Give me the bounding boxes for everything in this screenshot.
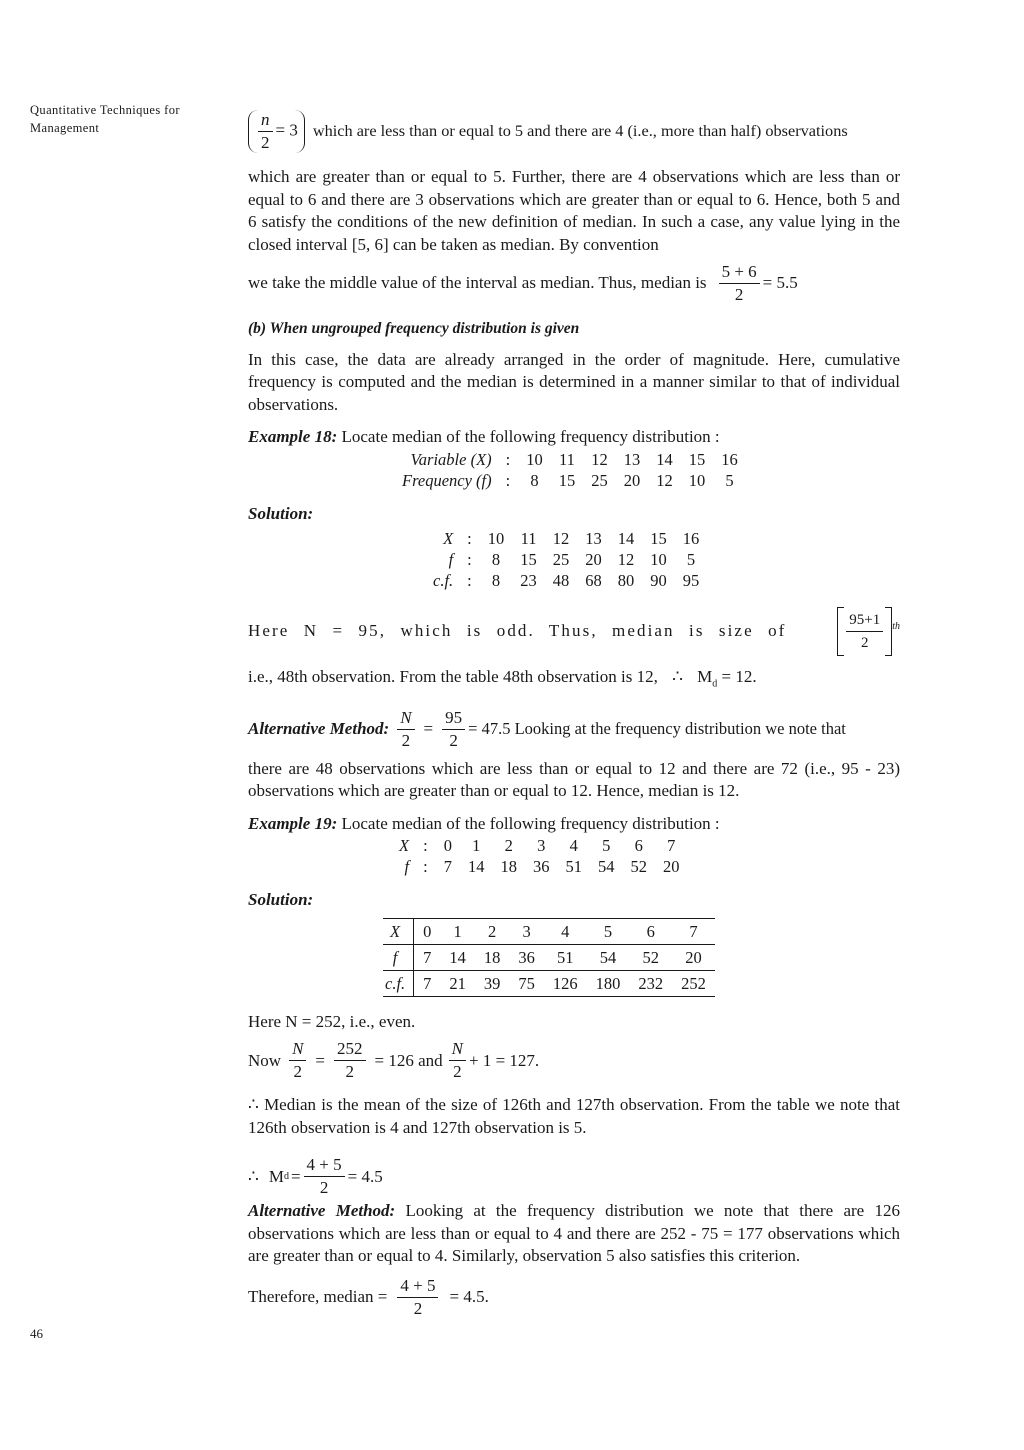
cell: 252 (681, 973, 706, 993)
example-19 (248, 813, 900, 836)
cell: 25 (591, 470, 608, 490)
md-value: = 12. (721, 667, 757, 686)
bracket-expression (837, 607, 900, 656)
fraction-4-plus-5 (304, 1155, 345, 1198)
here-n-95-line (248, 607, 900, 656)
cell: 51 (565, 857, 582, 877)
table-row (391, 835, 687, 856)
cell: 5 (686, 550, 696, 569)
final-text: Therefore, median = (248, 1287, 388, 1307)
cell: 12 (656, 470, 673, 490)
here-n-text: Here N = 95, which is odd. Thus, median is size of (248, 621, 787, 641)
superscript-th: th (892, 620, 900, 632)
cell: 232 (638, 973, 664, 993)
fraction-den: 2 (261, 132, 270, 152)
alt-method-label: Alternative Method: (248, 719, 390, 739)
fraction-num: 5 + 6 (719, 262, 760, 284)
table-row (425, 549, 707, 570)
cell: 7 (423, 973, 432, 993)
table-row (383, 918, 715, 944)
fraction-den: 2 (345, 1062, 354, 1082)
cell: 20 (585, 550, 602, 569)
cell: 7 (689, 921, 698, 941)
cell: 90 (650, 571, 667, 590)
ie-text: i.e., 48th observation. From the table 48th observation is 12, (248, 667, 658, 686)
cell: 4 (569, 836, 578, 856)
bracket-95-plus-1 (837, 607, 892, 656)
fraction-n-over-2 (258, 110, 273, 153)
cell: 6 (646, 921, 655, 941)
colon: : (423, 857, 428, 877)
cell: 15 (650, 529, 667, 548)
row-label: X (383, 918, 414, 944)
table-row (425, 570, 707, 591)
therefore-symbol: ∴ (248, 1166, 259, 1186)
median-mean-paragraph (248, 1094, 900, 1139)
fraction-num: N (400, 707, 412, 727)
fraction-den: 2 (293, 1062, 302, 1082)
fraction-n-over-2 (449, 1039, 466, 1082)
cell: 12 (591, 449, 608, 469)
fraction-den: 2 (860, 635, 869, 651)
cell: 8 (491, 571, 501, 590)
fraction-den: 2 (449, 730, 458, 750)
table-row (394, 449, 746, 470)
cell: 2 (504, 836, 513, 856)
therefore-symbol: ∴ (672, 667, 683, 686)
md-symbol: M (268, 1166, 284, 1186)
cell: 16 (682, 529, 700, 548)
cell: 4 (561, 921, 570, 941)
fraction-den: 2 (734, 285, 744, 304)
row-label: f (404, 857, 410, 877)
solution-18-label: Solution: (248, 503, 314, 523)
alt-method-2-text: Looking at the frequency distribution we note that there are 126 observations which are less than or equal to 4 and there are 252 - 75 = 177 observations which are greater than or equal to 4. Similarly, observation 5 also satisfies this criterion. (248, 1201, 901, 1266)
cell: 14 (467, 857, 485, 877)
cell: 36 (518, 947, 535, 967)
cell: 39 (483, 973, 501, 993)
median-5-5-line (248, 262, 900, 305)
table-row (394, 470, 746, 491)
cell: 75 (518, 973, 535, 993)
alternative-method-2 (248, 1200, 900, 1268)
median-mean-text: Median is the mean of the size of 126th and 127th observation. From the table we note that 126th observation is 4 and 127th observation is 5. (248, 1095, 901, 1137)
cell: 5 (603, 921, 613, 941)
row-label: f (383, 944, 414, 970)
cell: 80 (617, 571, 635, 590)
fraction-95-over-2 (442, 708, 465, 751)
here-n-252: Here N = 252, i.e., even. (248, 1011, 416, 1031)
cell: 5 (725, 470, 734, 490)
cell: 126 (552, 973, 578, 993)
table-row (425, 528, 707, 549)
cell: 11 (520, 529, 537, 548)
cell: 20 (662, 857, 680, 877)
cell: 52 (630, 857, 647, 877)
example-18-text: Locate median of the following frequency distribution : (341, 427, 720, 446)
now-end: + 1 = 127. (468, 1050, 540, 1070)
fraction-4-plus-5 (397, 1276, 438, 1319)
md-equation (248, 1155, 900, 1198)
cell: 3 (522, 921, 531, 941)
row-label: c.f. (383, 970, 414, 996)
solution-19-label: Solution: (248, 890, 314, 910)
table-row (383, 944, 715, 970)
page-number: 46 (30, 1326, 43, 1341)
cell: 0 (443, 836, 452, 856)
example-18-label: Example 18: (248, 427, 338, 446)
cell: 0 (423, 921, 432, 941)
cell: 7 (443, 857, 452, 877)
section-heading-b: (b) When ungrouped frequency distribution is given (248, 320, 580, 337)
cell: 48 (552, 571, 570, 590)
equals: = (290, 1166, 301, 1186)
example-19-text: Locate median of the following frequency distribution : (341, 813, 720, 833)
equals: = (423, 719, 434, 739)
cell: 52 (642, 947, 660, 967)
cell: 54 (599, 947, 617, 967)
cell: 1 (453, 921, 462, 941)
cell: 12 (552, 529, 570, 548)
fraction-num: 252 (334, 1039, 366, 1061)
cell: 21 (449, 973, 466, 993)
cell: 16 (721, 449, 738, 469)
alt-method-result: = 47.5 Looking at the frequency distribution we note that (468, 719, 846, 739)
fraction-num: 4 + 5 (397, 1276, 438, 1298)
line1-text: which are less than or equal to 5 and there are 4 (i.e., more than half) observations (312, 120, 848, 140)
alternative-method-1 (248, 708, 900, 751)
solution-18-table (425, 528, 707, 591)
fraction-den: 2 (319, 1178, 329, 1198)
cell: 15 (688, 449, 706, 469)
cell: 2 (488, 921, 497, 941)
row-label: c.f. (433, 571, 454, 590)
example-19-label: Example 19: (248, 813, 338, 833)
colon: : (467, 550, 472, 569)
cell: 13 (585, 529, 602, 548)
colon: : (467, 571, 472, 590)
cell: 11 (559, 449, 575, 469)
equals-three: = 3 (275, 119, 298, 139)
therefore-symbol: ∴ (248, 1095, 259, 1115)
colon: : (505, 470, 511, 490)
fraction-num: n (261, 109, 270, 129)
cell: 8 (530, 470, 539, 490)
cell: 3 (537, 836, 546, 856)
cell: 18 (500, 857, 517, 877)
fraction-num: N (451, 1039, 463, 1059)
table-row (391, 856, 687, 877)
cell: 7 (667, 836, 676, 856)
cell: 18 (483, 947, 501, 967)
fraction-95-plus-1 (846, 610, 883, 653)
fraction-num: N (292, 1039, 304, 1059)
now-mid: = 126 and (374, 1050, 443, 1070)
equals: = (315, 1050, 325, 1070)
cell: 20 (623, 470, 641, 490)
cell: 6 (634, 836, 643, 856)
paragraph-1: which are greater than or equal to 5. Further, there are 4 observations which are less than or equal to 6 and there are 3 observations which are greater than or equal to 6. Hence, both 5 and 6 satisfy the conditions of the new definition of median. In such a case, any value lying in the closed interval [5, 6] can be taken as median. By convention (248, 167, 900, 254)
md-result: = 4.5 (347, 1166, 383, 1186)
fraction-5-plus-6 (719, 262, 760, 305)
row-label: X (399, 836, 410, 856)
cell: 10 (650, 550, 667, 569)
now-line (248, 1039, 900, 1082)
cell: 180 (595, 973, 621, 993)
cell: 95 (682, 571, 700, 590)
row-label: Frequency (f) (402, 470, 492, 490)
cell: 23 (520, 571, 537, 590)
row-label: Variable (X) (410, 449, 492, 469)
page-body (248, 105, 900, 1319)
final-median-line (248, 1276, 900, 1319)
cell: 15 (520, 550, 537, 569)
cell: 12 (617, 550, 635, 569)
final-result: = 4.5. (449, 1287, 489, 1307)
cell: 5 (602, 836, 611, 856)
fraction-den: 2 (453, 1062, 462, 1082)
md-subscript: d (283, 1170, 289, 1182)
median-text: we take the middle value of the interval as median. Thus, median is (248, 273, 707, 293)
cell: 14 (449, 947, 466, 967)
cell: 68 (585, 571, 602, 590)
cell: 25 (552, 550, 570, 569)
md-symbol: M (697, 667, 713, 686)
fraction-num: 95 (442, 708, 465, 730)
row-label: f (448, 550, 454, 569)
table-row (383, 970, 715, 996)
cell: 15 (558, 470, 576, 490)
colon: : (423, 836, 428, 856)
cell: 54 (597, 857, 615, 877)
running-head: Quantitative Techniques for Management (30, 103, 180, 135)
fraction-n-over-2 (289, 1039, 306, 1082)
ie-48th-line (248, 666, 900, 696)
cell: 10 (487, 529, 505, 548)
cell: 14 (656, 449, 673, 469)
fraction-num: 4 + 5 (304, 1155, 345, 1177)
cell: 8 (491, 550, 501, 569)
solution-19-table (383, 918, 715, 997)
row-label: X (443, 529, 454, 548)
alt-method-1-text: there are 48 observations which are less than or equal to 12 and there are 72 (i.e., 95 - 23) observations which are greater than or equal to 12. Hence, median is 12. (248, 758, 900, 801)
colon: : (467, 529, 472, 548)
example-19-table (391, 835, 687, 877)
cell: 20 (685, 947, 702, 967)
cell: 7 (423, 947, 432, 967)
fraction-den: 2 (413, 1298, 423, 1318)
cell: 36 (532, 857, 550, 877)
cell: 13 (623, 449, 641, 469)
now-label: Now (248, 1050, 282, 1070)
alt-method-label: Alternative Method: (248, 1201, 396, 1221)
cell: 51 (557, 947, 574, 967)
paren-group (248, 110, 305, 153)
example-18-table (394, 449, 746, 491)
md-subscript: d (712, 678, 718, 690)
paragraph-2: In this case, the data are already arranged in the order of magnitude. Here, cumulative frequency is computed and the median is determined in a manner similar to that of individual observations. (248, 349, 900, 414)
cell: 10 (688, 470, 706, 490)
cell: 10 (526, 449, 543, 469)
cell: 1 (472, 836, 481, 856)
fraction-n-over-2 (397, 708, 414, 751)
colon: : (505, 449, 511, 469)
median-result: = 5.5 (762, 273, 798, 293)
fraction-252-over-2 (334, 1039, 366, 1082)
fraction-num: 95+1 (846, 610, 883, 632)
n-over-2-line (248, 105, 900, 157)
fraction-den: 2 (401, 730, 411, 750)
cell: 14 (617, 529, 635, 548)
example-18 (248, 426, 900, 449)
